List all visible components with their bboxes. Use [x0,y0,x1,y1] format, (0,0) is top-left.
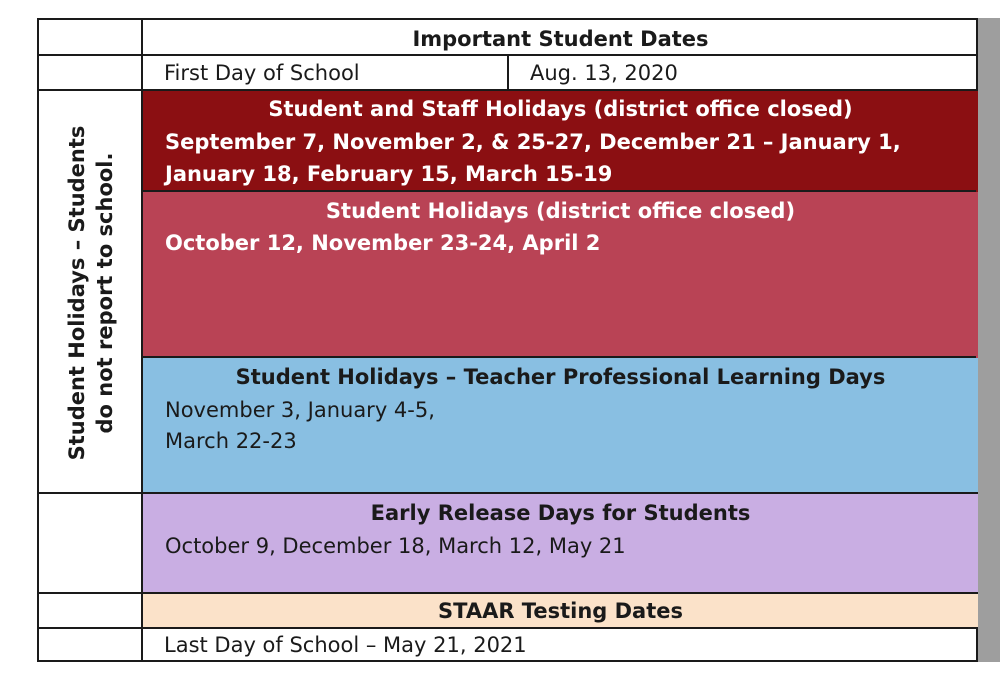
student-holidays-title: Student Holidays (district office closed) [325,199,796,223]
student-holidays-dates: October 12, November 23-24, April 2 [165,231,601,255]
last-day-row [143,629,978,662]
pl-days-section [143,358,978,492]
early-release-section [143,494,978,592]
last-day-text: Last Day of School – May 21, 2021 [164,633,527,657]
row-divider [39,89,976,91]
important-dates-table [37,18,978,662]
row-divider [143,356,976,358]
table-title: Important Student Dates [412,27,709,51]
early-release-title: Early Release Days for Students [370,501,751,525]
pl-days-title: Student Holidays – Teacher Professional Learning Days [235,365,886,389]
first-day-value: Aug. 13, 2020 [530,61,678,85]
pl-days-dates-line2: March 22-23 [165,429,297,453]
row-divider [39,627,976,629]
side-label-line1: Student Holidays – Students [65,125,89,460]
row-divider [143,190,976,192]
row-divider [39,492,976,494]
staff-holidays-title: Student and Staff Holidays (district office closed) [268,97,853,121]
staar-title: STAAR Testing Dates [438,599,683,623]
student-holidays-section [143,192,978,358]
first-day-row [143,56,978,91]
staar-section [143,594,978,627]
row-divider [39,592,976,594]
staff-holidays-dates: September 7, November 2, & 25-27, December 21 – January 1, January 18, February 15, March 15-19 [165,130,901,186]
row-divider [39,54,976,56]
first-day-divider [507,56,509,91]
left-column-divider [141,20,143,660]
staff-holidays-section [143,91,978,192]
header-cell [143,20,978,56]
early-release-dates: October 9, December 18, March 12, May 21 [165,534,626,558]
pl-days-dates-line1: November 3, January 4-5, [165,398,435,422]
first-day-label: First Day of School [164,61,360,85]
side-label-line2: do not report to school. [93,152,117,433]
side-label-text [63,91,119,494]
student-holidays-side-label [39,91,143,494]
page-edge-bar [978,18,1000,662]
